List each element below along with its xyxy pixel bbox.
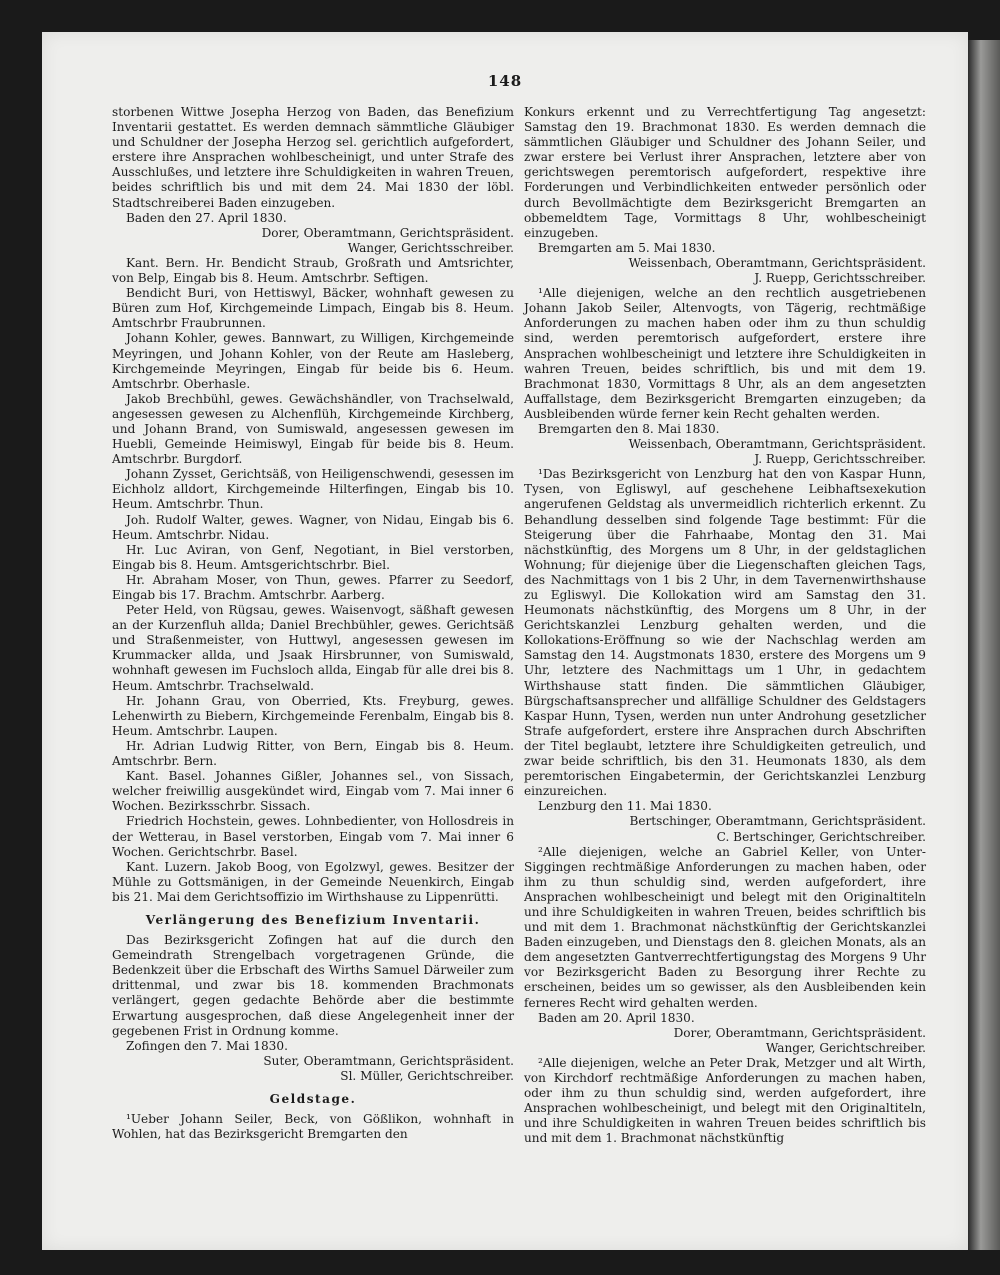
notice-entry: Hr. Abraham Moser, von Thun, gewes. Pfarrer zu Seedorf, Eingab bis 17. Brachm. Amtschrbr. Aarberg. — [112, 572, 514, 602]
signature: Sl. Müller, Gerichtschreiber. — [340, 1068, 514, 1083]
signature: Suter, Oberamtmann, Gerichtspräsident. — [263, 1053, 514, 1068]
signature: Bertschinger, Oberamtmann, Gerichtspräsident. — [629, 814, 926, 829]
paragraph: ¹Ueber Johann Seiler, Beck, von Gößlikon, wohnhaft in Wohlen, hat das Bezirksgericht Bremgarten den — [112, 1112, 514, 1142]
notice-entry: Johann Zysset, Gerichtsäß, von Heiligenschwendi, gesessen im Eichholz alldort, Kirchgemeinde Hilterfingen, Eingab bis 10. Heum. Amtschrbr. Thun. — [112, 467, 514, 512]
right-column — [524, 105, 926, 1146]
notice-entry: Hr. Luc Aviran, von Genf, Negotiant, in Biel verstorben, Eingab bis 8. Heum. Amtsgerichtschrbr. Biel. — [112, 542, 514, 572]
notice-entry: Jakob Brechbühl, gewes. Gewächshändler, von Trachselwald, angesessen gewesen zu Alchenflüh, Kirchgemeinde Kirchberg, und Johann Brand, von Sumiswald, angesessen gewesen im Huebli, Gemeinde Heimiswyl, Eingab für beide bis 8. Heum. Amtschrbr. Burgdorf. — [112, 391, 514, 467]
signature: Dorer, Oberamtmann, Gerichtspräsident. — [261, 225, 514, 240]
notice-entry: Hr. Johann Grau, von Oberried, Kts. Freyburg, gewes. Lehenwirth zu Biebern, Kirchgemeinde Ferenbalm, Eingab bis 8. Heum. Amtschrbr. Laupen. — [112, 693, 514, 738]
dateline: Baden am 20. April 1830. — [538, 1010, 695, 1025]
notice-entry: Johann Kohler, gewes. Bannwart, zu Willigen, Kirchgemeinde Meyringen, und Johann Kohler, von der Reute am Hasleberg, Kirchgemeinde Meyringen, Eingab für beide bis 6. Heum. Amtschrbr. Oberhasle. — [112, 331, 514, 391]
notice-entry: Peter Held, von Rügsau, gewes. Waisenvogt, säßhaft gewesen an der Kurzenfluh allda; Daniel Brechbühler, gewes. Gerichtsäß und Straßenmeister, von Huttwyl, angesessen gewesen im Krummacker allda, und Jsaak Hirsbrunner, von Sumiswald, wohnhaft gewesen im Fuchsloch allda, Eingab für alle drei bis 8. Heum. Amtschrbr. Trachselwald. — [112, 603, 514, 693]
signature: Dorer, Oberamtmann, Gerichtspräsident. — [673, 1025, 926, 1040]
paragraph: ¹Alle diejenigen, welche an den rechtlich ausgetriebenen Johann Jakob Seiler, Altenvogts, von Tägerig, rechtmäßige Anforderungen zu machen haben oder ihm zu thun schuldig sind, werden peremtorisch aufgefordert, erstere ihre Ansprachen wohlbescheinigt und letztere ihre Schuldigkeiten in wahren Treuen, beides schriftlich, bis und mit dem 19. Brachmonat 1830, Vormittags 8 Uhr, als an dem angesetzten Auffallstage, dem Bezirksgericht Bremgarten einzugeben; da Ausbleibenden würde ferner kein Recht gehalten werden. — [524, 286, 926, 421]
signature: Weissenbach, Oberamtmann, Gerichtspräsident. — [628, 255, 926, 270]
adjacent-page-edge — [968, 40, 1000, 1250]
left-column — [112, 105, 514, 1142]
paragraph: storbenen Wittwe Josepha Herzog von Baden, das Benefizium Inventarii gestattet. Es werden demnach sämmtliche Gläubiger und Schuldner der Josepha Herzog sel. gerichtlich aufgefordert, erstere ihre Ansprachen wohlbescheinigt, und unter Strafe des Ausschlußes, und letztere ihre Schuldigkeiten in wahren Treuen, beides schriftlich bis und mit dem 24. Mai 1830 der löbl. Stadtschreiberei Baden einzugeben. — [112, 105, 514, 210]
dateline: Bremgarten am 5. Mai 1830. — [538, 240, 716, 255]
notice-entry: Kant. Basel. Johannes Gißler, Johannes sel., von Sissach, welcher freiwillig ausgekündet wird, Eingab vom 7. Mai inner 6 Wochen. Bezirksschrbr. Sissach. — [112, 769, 514, 814]
page-number: 148 — [487, 72, 523, 90]
signature: J. Ruepp, Gerichtsschreiber. — [754, 452, 926, 467]
signature: Wanger, Gerichtsschreiber. — [347, 240, 514, 255]
signature: Wanger, Gerichtschreiber. — [765, 1040, 926, 1055]
dateline: Baden den 27. April 1830. — [126, 210, 287, 225]
paragraph: ¹Das Bezirksgericht von Lenzburg hat den von Kaspar Hunn, Tysen, von Egliswyl, auf geschehene Leibhaftsexekution angerufenen Geldstag als unvermeidlich richterlich erkennt. Zu Behandlung desselben sind folgende Tage bestimmt: Für die Steigerung über die Fahrhaabe, Montag den 31. Mai nächstkünftig, des Morgens um 8 Uhr, in der geldstaglichen Wohnung; für diejenige über die Liegenschaften gleichen Tags, des Nachmittags von 1 bis 2 Uhr, in dem Tavernenwirthshause zu Egliswyl. Die Kollokation wird am Samstag den 31. Heumonats nächstkünftig, des Morgens um 8 Uhr, in der Gerichtskanzlei Lenzburg gehalten werden, und die Kollokations-Eröffnung so wie der Nachschlag werden am Samstag den 14. Augstmonats 1830, erstere des Morgens um 9 Uhr, letztere des Nachmittags um 1 Uhr, in gedachtem Wirthshause statt finden. Die sämmtlichen Gläubiger, Bürgschaftsansprecher und allfällige Schuldner des Geldstagers Kaspar Hunn, Tysen, werden nun unter Androhung gesetzlicher Strafe aufgefordert, erstere ihre Ansprachen durch Abschriften der Titel beglaubt, letztere ihre Schuldigkeiten getreulich, und zwar beide schriftlich, bis den 31. Heumonats 1830, als dem peremtorischen Eingabetermin, der Gerichtskanzlei Lenzburg einzureichen. — [524, 467, 926, 799]
notice-entry: Joh. Rudolf Walter, gewes. Wagner, von Nidau, Eingab bis 6. Heum. Amtschrbr. Nidau. — [112, 512, 514, 542]
notice-entry: Hr. Adrian Ludwig Ritter, von Bern, Eingab bis 8. Heum. Amtschrbr. Bern. — [112, 738, 514, 769]
paragraph: ²Alle diejenigen, welche an Gabriel Keller, von Unter-Siggingen rechtmäßige Anforderungen zu machen haben, oder ihm zu thun schuldig sind, werden aufgefordert, ihre Ansprachen wohlbescheinigt und belegt mit den Originaltiteln und ihre Schuldigkeiten in wahren Treuen, beides schriftlich bis und mit dem 1. Brachmonat nächstkünftig der Gerichtskanzlei Baden einzugeben, und Dienstags den 8. gleichen Monats, als an dem angesetzten Gantverrechtfertigungstag des Morgens 9 Uhr vor Bezirksgericht Baden zu Besorgung ihrer Rechte zu erscheinen, beides um so gewisser, als den Ausbleibenden kein ferneres Recht wird gehalten werden. — [524, 844, 926, 1010]
signature: J. Ruepp, Gerichtsschreiber. — [754, 271, 926, 286]
signature: C. Bertschinger, Gerichtschreiber. — [716, 829, 926, 844]
notice-entry: Bendicht Buri, von Hettiswyl, Bäcker, wohnhaft gewesen zu Büren zum Hof, Kirchgemeinde Limpach, Eingab bis 8. Heum. Amtschrbr Fraubrunnen. — [112, 286, 514, 331]
notice-entry: Friedrich Hochstein, gewes. Lohnbedienter, von Hollosdreis in der Wetterau, in Basel verstorben, Eingab vom 7. Mai inner 6 Wochen. Gerichtschrbr. Basel. — [112, 814, 514, 859]
paragraph: Konkurs erkennt und zu Verrechtfertigung Tag angesetzt: Samstag den 19. Brachmonat 1830. Es werden demnach die sämmtlichen Gläubiger und Schuldner des Johann Seiler, und zwar erstere bei Verlust ihrer Ansprachen, letztere aber von gerichtswegen peremtorisch aufgefordert, respektive ihre Forderungen und Verbindlichkeiten entweder persönlich oder durch Bevollmächtigte dem Bezirksgericht Bremgarten an obbemeldtem Tage, Vormittags 8 Uhr, wohlbescheinigt einzugeben. — [524, 105, 926, 240]
dateline: Lenzburg den 11. Mai 1830. — [538, 799, 712, 814]
paragraph: Das Bezirksgericht Zofingen hat auf die durch den Gemeindrath Strengelbach vorgetragenen Gründe, die Bedenkzeit über die Erbschaft des Wirths Samuel Därweiler zum drittenmal, und zwar bis 18. kommenden Brachmonats verlängert, gegen gedachte Behörde aber die bestimmte Erwartung ausgesprochen, daß diese Angelegenheit inner der gegebenen Frist in Ordnung komme. — [112, 933, 514, 1038]
notice-entry: Kant. Luzern. Jakob Boog, von Egolzwyl, gewes. Besitzer der Mühle zu Gottsmänigen, in der Gemeinde Neuenkirch, Eingab bis 21. Mai dem Gerichtsoffizio im Wirthshause zu Lippenrütti. — [112, 859, 514, 904]
dateline: Bremgarten den 8. Mai 1830. — [538, 421, 720, 436]
newspaper-page — [42, 32, 968, 1250]
section-heading: Verlängerung des Benefizium Inventarii. — [145, 912, 481, 927]
signature: Weissenbach, Oberamtmann, Gerichtspräsident. — [628, 437, 926, 452]
dateline: Zofingen den 7. Mai 1830. — [126, 1038, 288, 1053]
section-heading: Geldstage. — [269, 1092, 357, 1106]
notice-entry: Kant. Bern. Hr. Bendicht Straub, Großrath und Amtsrichter, von Belp, Eingab bis 8. Heum. Amtschrbr. Seftigen. — [112, 255, 514, 286]
paragraph: ²Alle diejenigen, welche an Peter Drak, Metzger und alt Wirth, von Kirchdorf rechtmäßige Anforderungen zu machen haben, oder ihm zu thun schuldig sind, werden aufgefordert, ihre Ansprachen wohlbescheinigt, und belegt mit den Originaltiteln, und ihre Schuldigkeiten in wahren Treuen beides schriftlich bis und mit dem 1. Brachmonat nächstkünftig — [524, 1055, 926, 1146]
